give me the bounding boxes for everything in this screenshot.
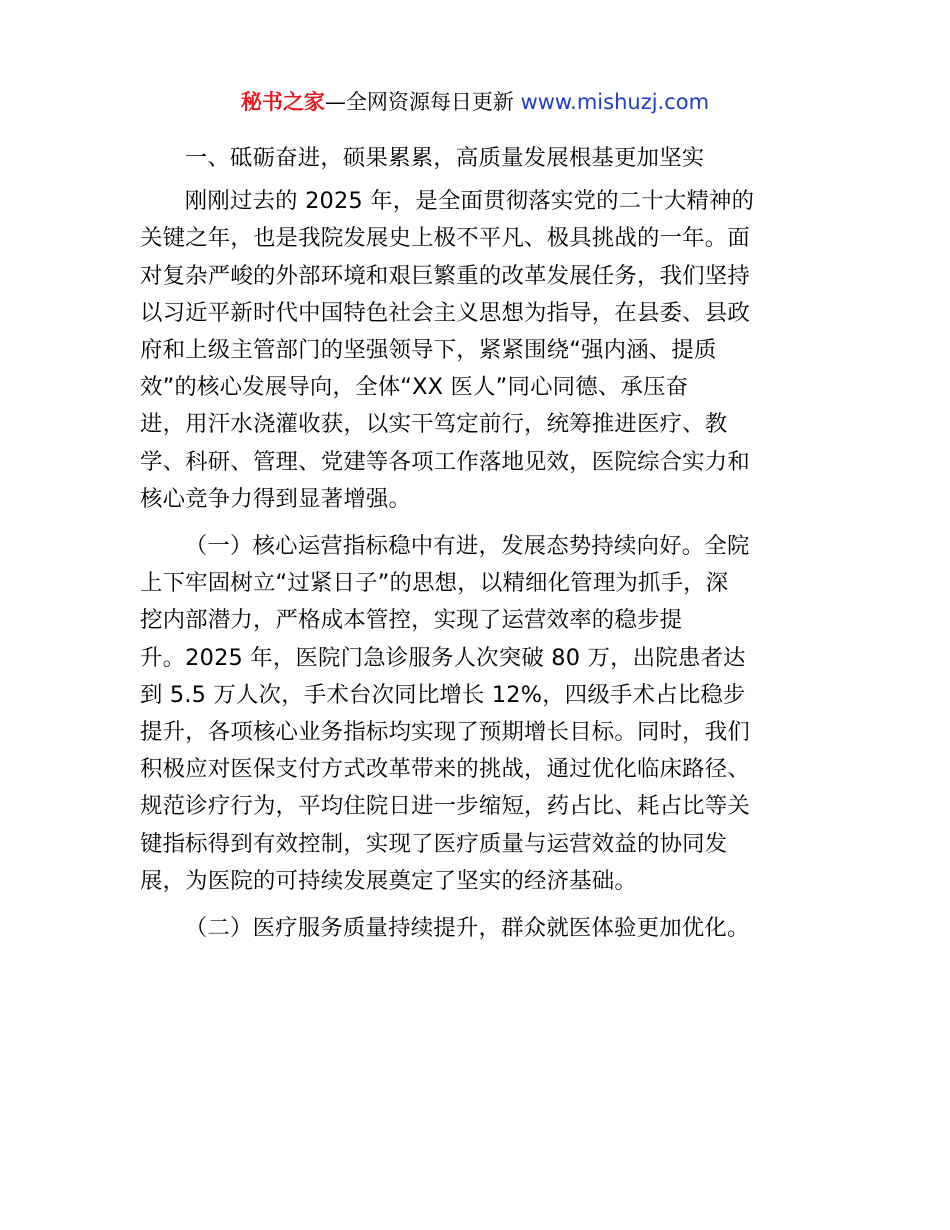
text-line: 刚刚过去的 2025 年，是全面贯彻落实党的二十大精神的 [184,188,755,215]
text-line: 上下牢固树立“过紧日子”的思想，以精细化管理为抓手，深 [140,570,729,597]
text-line: 学、科研、管理、党建等各项工作落地见效，医院综合实力和 [140,448,750,475]
text-line: 积极应对医保支付方式改革带来的挑战，通过优化临床路径、 [140,756,750,783]
text-line: 升。2025 年，医院门急诊服务人次突破 80 万，出院患者达 [140,644,746,671]
text-line: 挖内部潜力，严格成本管控，实现了运营效率的稳步提 [140,607,683,634]
section-heading: 一、砥砺奋进，硕果累累，高质量发展根基更加坚实 [184,145,705,171]
text-line: 关键之年，也是我院发展史上极不平凡、极具挑战的一年。面 [140,225,750,252]
site-url[interactable]: www.mishuzj.com [520,90,710,114]
text-line: 展，为医院的可持续发展奠定了坚实的经济基础。 [140,867,637,894]
text-line: 核心竞争力得到显著增强。 [140,485,412,512]
text-line: （二）医疗服务质量持续提升，群众就医体验更加优化。 [184,915,750,942]
paragraph-operations [140,528,812,900]
text-line: （一）核心运营指标稳中有进，发展态势持续向好。全院 [184,533,750,560]
text-line: 到 5.5 万人次，手术台次同比增长 12%，四级手术占比稳步 [140,681,746,708]
text-line: 键指标得到有效控制，实现了医疗质量与运营效益的协同发 [140,830,728,857]
paragraph-service-quality [140,910,812,947]
site-brand: 秘书之家 [240,90,325,114]
site-tagline: —全网资源每日更新 [324,90,521,114]
site-header [0,86,950,118]
text-line: 以习近平新时代中国特色社会主义思想为指导，在县委、县政 [140,299,750,326]
document-body [140,140,812,947]
text-line: 府和上级主管部门的坚强领导下，紧紧围绕“强内涵、提质 [140,337,717,364]
text-line: 效”的核心发展导向，全体“XX 医人”同心同德、承压奋 [140,374,689,401]
text-line: 进，用汗水浇灌收获，以实干笃定前行，统筹推进医疗、教 [140,411,728,438]
text-line: 提升，各项核心业务指标均实现了预期增长目标。同时，我们 [140,719,750,746]
paragraph-intro [140,183,812,518]
text-line: 对复杂严峻的外部环境和艰巨繁重的改革发展任务，我们坚持 [140,262,750,289]
text-line: 规范诊疗行为，平均住院日进一步缩短，药占比、耗占比等关 [140,793,750,820]
